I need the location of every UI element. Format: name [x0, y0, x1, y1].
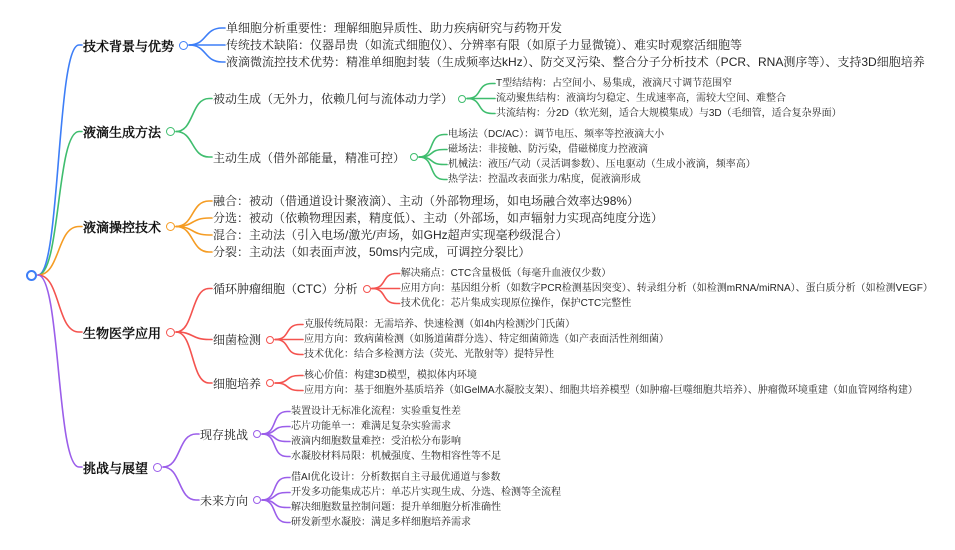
node-text: 循环肿瘤细胞（CTC）分析 [213, 282, 358, 296]
mindmap-leaf[interactable]: 电场法（DC/AC）：调节电压、频率等控液滴大小 [448, 129, 665, 140]
mindmap-leaf[interactable]: 芯片功能单一：难满足复杂实验需求 [291, 421, 452, 432]
mindmap-leaf[interactable]: 研发新型水凝胶：满足多样细胞培养需求 [291, 517, 472, 528]
node-text: 液滴生成方法 [83, 125, 162, 140]
children-column [291, 404, 501, 464]
node-text: 主动生成（借外部能量，精准可控） [213, 150, 406, 165]
branch-4-sub1-row [200, 470, 561, 530]
node-text: 细胞培养 [213, 376, 262, 391]
children-column [448, 127, 756, 187]
node-collapse-circle[interactable] [166, 222, 175, 231]
node-collapse-circle[interactable] [253, 496, 261, 504]
node-collapse-circle[interactable] [166, 328, 175, 337]
children-column [496, 76, 842, 121]
node-text: 细菌检测 [213, 333, 262, 347]
node-label[interactable] [213, 280, 371, 297]
mindmap-leaf[interactable]: 克服传统局限：无需培养、快速检测（如4h内检测沙门氏菌） [304, 319, 576, 330]
children-column [200, 404, 561, 530]
mindmap-leaf[interactable]: 应用方向：致病菌检测（如肠道菌群分选）、特定细菌筛选（如产表面活性剂细菌） [304, 334, 670, 345]
branch-3-row [83, 266, 933, 398]
children-column [226, 20, 925, 70]
node-text: 被动生成（无外力，依赖几何与流体动力学） [213, 92, 454, 106]
branch-label[interactable] [83, 323, 175, 342]
mindmap-leaf[interactable]: 单细胞分析重要性：理解细胞异质性、助力疾病研究与药物开发 [226, 21, 563, 35]
node-collapse-circle[interactable] [253, 430, 261, 438]
node-collapse-circle[interactable] [153, 463, 162, 472]
mindmap-leaf[interactable]: 混合：主动法（引入电场/激光/声场，如GHz超声实现毫秒级混合） [213, 228, 568, 242]
node-collapse-circle[interactable] [363, 285, 371, 293]
mindmap-leaf[interactable]: 借AI优化设计：分析数据自主寻最优通道与参数 [291, 472, 501, 483]
mindmap-leaf[interactable]: 核心价值：构建3D模型，模拟体内环境 [304, 370, 477, 381]
branch-1-row [83, 76, 933, 187]
branch-label[interactable] [83, 36, 188, 55]
children-column [291, 470, 561, 530]
branch-1-sub0-row [213, 76, 842, 121]
node-collapse-circle[interactable] [410, 153, 418, 161]
mindmap-leaf[interactable]: 水凝胶材料局限：机械强度、生物相容性等不足 [291, 451, 502, 462]
children-column [401, 266, 933, 311]
node-label[interactable] [213, 331, 274, 348]
node-text: 生物医学应用 [83, 325, 162, 341]
node-text: 液滴操控技术 [83, 220, 162, 235]
node-collapse-circle[interactable] [266, 379, 274, 387]
mindmap-tree [26, 0, 933, 550]
branch-label[interactable] [83, 122, 175, 141]
mindmap-leaf[interactable]: 液滴内细胞数量难控：受泊松分布影响 [291, 436, 462, 447]
branch-4-row [83, 404, 933, 530]
mindmap-leaf[interactable]: 分裂：主动法（如表面声波，50ms内完成，可调控分裂比） [213, 245, 531, 259]
branch-0-row [83, 20, 933, 70]
children-column [304, 317, 669, 362]
node-text: 未来方向 [200, 493, 249, 508]
node-label[interactable] [213, 149, 418, 166]
node-label[interactable] [213, 375, 274, 392]
mindmap-leaf[interactable]: 机械法：液压/气动（灵活调参数）、压电驱动（生成小液滴，频率高） [448, 159, 756, 170]
branch-3-sub2-row [213, 368, 933, 398]
node-text: 挑战与展望 [83, 460, 149, 476]
mindmap-leaf[interactable]: 分选：被动（依赖物理因素，精度低）、主动（外部场，如声辐射力实现高纯度分选） [213, 211, 664, 225]
node-text: 现存挑战 [200, 427, 249, 442]
mindmap-leaf[interactable]: 传统技术缺陷：仪器昂贵（如流式细胞仪）、分辨率有限（如原子力显微镜）、难实时观察活细胞等 [226, 38, 743, 52]
node-collapse-circle[interactable] [458, 95, 466, 103]
mindmap-leaf[interactable]: 开发多功能集成芯片：单芯片实现生成、分选、检测等全流程 [291, 487, 562, 498]
node-collapse-circle[interactable] [179, 41, 188, 50]
node-collapse-circle[interactable] [266, 336, 274, 344]
branch-1-sub1-row [213, 127, 842, 187]
children-column [213, 193, 663, 260]
node-text: 技术背景与优势 [83, 38, 175, 54]
mindmap-leaf[interactable]: 流动聚焦结构：液滴均匀稳定、生成速率高，需较大空间、难整合 [496, 93, 787, 104]
mindmap-leaf[interactable]: 液滴微流控技术优势：精准单细胞封装（生成频率达kHz）、防交叉污染、整合分子分析技术（PCR、RNA测序等）、支持3D细胞培养 [226, 55, 925, 69]
node-label[interactable] [200, 426, 261, 443]
mindmap-leaf[interactable]: 应用方向：基于细胞外基质培养（如GelMA水凝胶支架）、细胞共培养模型（如肿瘤-巨噬细胞共培养）、肿瘤微环境重建（如血管网络构建） [304, 385, 918, 396]
node-label[interactable] [213, 90, 466, 107]
children-column [213, 266, 933, 398]
children-column [304, 368, 918, 398]
branch-label[interactable] [83, 458, 162, 477]
children-column [213, 76, 842, 187]
mindmap-leaf[interactable]: 解决痛点：CTC含量极低（每毫升血液仅少数） [400, 268, 612, 279]
mindmap-leaf[interactable]: 装置设计无标准化流程：实验重复性差 [291, 406, 462, 417]
branch-label[interactable] [83, 217, 175, 236]
mindmap-leaf[interactable]: 热学法：控温改表面张力/粘度，促液滴形成 [448, 174, 641, 185]
branch-4-sub0-row [200, 404, 561, 464]
root-node-circle[interactable] [26, 270, 37, 281]
node-collapse-circle[interactable] [166, 127, 175, 136]
mindmap-leaf[interactable]: 解决细胞数量控制问题：提升单细胞分析准确性 [291, 502, 502, 513]
branch-3-sub1-row [213, 317, 933, 362]
mindmap-leaf[interactable]: 技术优化：芯片集成实现原位操作，保护CTC完整性 [400, 298, 632, 309]
mindmap-leaf[interactable]: T型结结构：占空间小、易集成，液滴尺寸调节范围窄 [496, 78, 733, 89]
mindmap-leaf[interactable]: 应用方向：基因组分析（如数字PCR检测基因突变）、转录组分析（如检测mRNA/miRNA）、蛋白质分析（如检测VEGF） [400, 283, 933, 294]
mindmap-leaf[interactable]: 技术优化：结合多检测方法（荧光、光散射等）提特异性 [304, 349, 555, 360]
branches-column [83, 20, 933, 530]
branch-2-row [83, 193, 933, 260]
mindmap-leaf[interactable]: 磁场法：非接触、防污染，借磁梯度力控液滴 [448, 144, 649, 155]
branch-3-sub0-row [213, 266, 933, 311]
node-label[interactable] [200, 492, 261, 509]
mindmap-leaf[interactable]: 融合：被动（借通道设计聚液滴）、主动（外部物理场，如电场融合效率达98%） [213, 194, 640, 208]
mindmap-leaf[interactable]: 共流结构：分2D（软光刻，适合大规模集成）与3D（毛细管，适合复杂界面） [496, 108, 842, 119]
